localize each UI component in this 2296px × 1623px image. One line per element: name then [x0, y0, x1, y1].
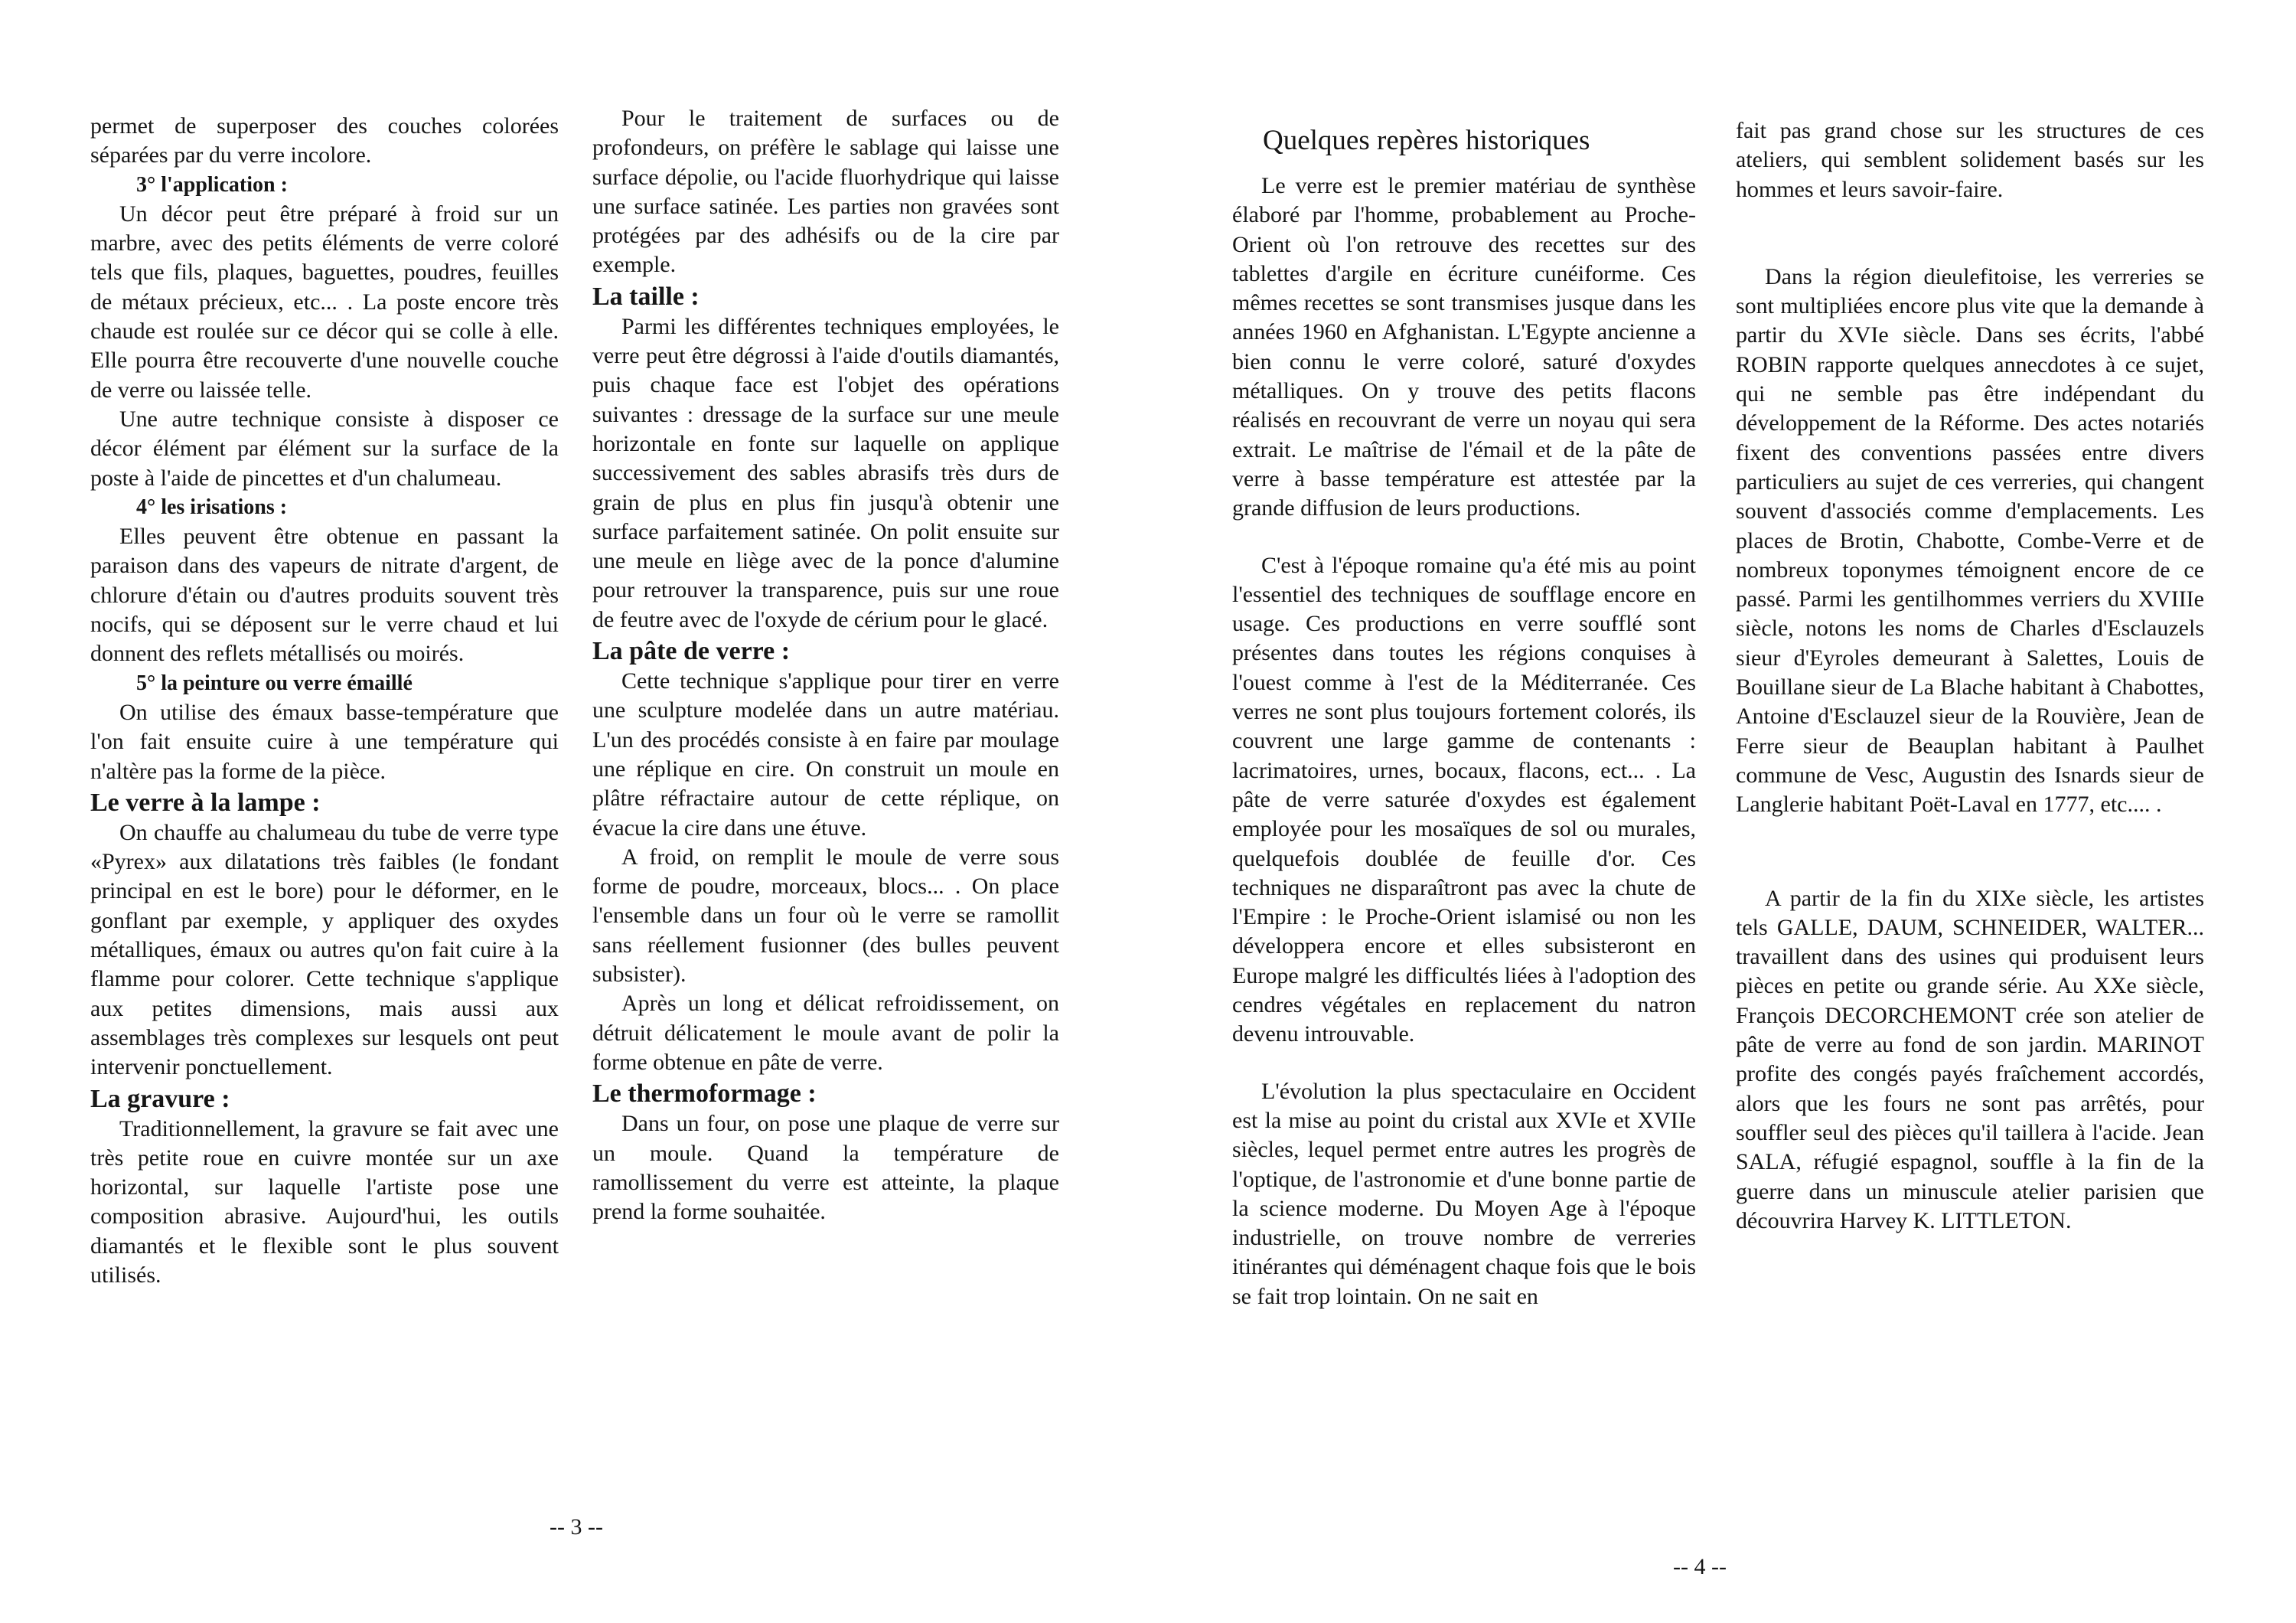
right-page — [1148, 0, 2296, 1623]
paragraph: C'est à l'époque romaine qu'a été mis au point l'essentiel des techniques de soufflage encore en usage. Ces productions en verre soufflé sont présentes dans toutes les régions conquises à l'ouest comme à l'est de la Méditerranée. Ces verres ne sont plus toujours fortement colorés, ils couvrent une large gamme de contenants : lacrimatoires, urnes, bocaux, flacons, ect... . La pâte de verre saturée d'oxydes est également employée pour les mosaïques de sol ou murales, quelquefois doublée de feuille d'or. Ces techniques ne disparaîtront pas avec la chute de l'Empire : le Proche-Orient islamisé ou non les développera encore et elles subsisteront en Europe malgré les difficultés liées à l'adoption des cendres végétales en replacement du natron devenu introuvable. — [1232, 552, 1696, 1047]
paragraph: Une autre technique consiste à disposer ce décor élément par élément sur la surface de la poste à l'aide de pincettes et d'un chalumeau. — [90, 406, 559, 491]
right-page-column-1 — [1232, 124, 1696, 1311]
subheading: 5° la peinture ou verre émaillé — [136, 671, 413, 695]
left-page-column-2 — [592, 104, 1059, 1226]
section-heading: La taille : — [592, 282, 700, 311]
paragraph: Parmi les différentes techniques employées, le verre peut être dégrossi à l'aide d'outils diamantés, puis chaque face est l'objet des opérations suivantes : dressage de la surface sur une meule horizontale en fonte sur laquelle on applique successivement des sables abrasifs très durs de grain de plus en plus fin jusqu'à obtenir une surface parfaitement satinée. On polit ensuite sur une meule en liège avec de la ponce d'alumine pour retrouver la transparence, puis sur une roue de feutre avec de l'oxyde de cérium pour le glacé. — [592, 313, 1059, 632]
paragraph: Cette technique s'applique pour tirer en verre une sculpture modelée dans un autre matériau. L'un des procédés consiste à en faire par moulage une réplique en cire. On construit un moule en plâtre réfractaire autour de cette réplique, on évacue la cire dans une étuve. — [592, 668, 1059, 841]
right-page-column-2 — [1736, 116, 2204, 1236]
paragraph: fait pas grand chose sur les structures de ces ateliers, qui semblent solidement basés sur les hommes et leurs savoir-faire. — [1736, 118, 2204, 202]
paragraph: On chauffe au chalumeau du tube de verre type «Pyrex» aux dilatations très faibles (le fondant principal en est le bore) pour le déformer, en le gonflant par exemple, y appliquer des oxydes métalliques, émaux ou autres qu'on fait cuire à la flamme pour colorer. Cette technique s'applique aux petites dimensions, mais aussi aux assemblages très complexes sur lesquels ont peut intervenir ponctuellement. — [90, 819, 559, 1080]
section-heading: Le thermoformage : — [592, 1079, 817, 1109]
paragraph: Pour le traitement de surfaces ou de profondeurs, on préfère le sablage qui laisse une surface dépolie, ou l'acide fluorhydrique qui laisse une surface satinée. Les parties non gravées sont protégées par des adhésifs ou de la cire par exemple. — [592, 106, 1059, 278]
paragraph: On utilise des émaux basse-température que l'on fait ensuite cuire à une température qui n'altère pas la forme de la pièce. — [90, 699, 559, 784]
page-number: -- 4 -- — [1673, 1554, 1727, 1579]
paragraph: Traditionnellement, la gravure se fait avec une très petite roue en cuivre montée sur un axe horizontal, sur laquelle l'artiste pose une composition abrasive. Aujourd'hui, les outils diamantés et le flexible sont le plus souvent utilisés. — [90, 1115, 559, 1288]
section-title: Quelques repères historiques — [1263, 125, 1590, 156]
paragraph: A froid, on remplit le moule de verre sous forme de poudre, morceaux, blocs... . On place l'ensemble dans un four où le verre se ramollit sans réellement fusionner (des bulles peuvent subsister). — [592, 844, 1059, 988]
page-number: -- 3 -- — [550, 1514, 603, 1540]
section-heading: La gravure : — [90, 1084, 230, 1113]
left-page-column-1 — [90, 112, 559, 1290]
subheading: 4° les irisations : — [136, 495, 288, 519]
section-heading: Le verre à la lampe : — [90, 788, 321, 817]
paragraph: Après un long et délicat refroidissement, on détruit délicatement le moule avant de polir la forme obtenue en pâte de verre. — [592, 991, 1059, 1075]
paragraph: permet de superposer des couches colorées séparées par du verre incolore. — [90, 113, 559, 168]
section-heading: La pâte de verre : — [592, 637, 791, 666]
paragraph: A partir de la fin du XIXe siècle, les artistes tels GALLE, DAUM, SCHNEIDER, WALTER... travaillent dans des usines qui produisent leurs pièces en petite ou grande série. Au XXe siècle, François DECORCHEMONT crée son atelier de pâte de verre au fond de son jardin. MARINOT profite des congés payés fraîchement accordés, alors que les fours ne sont pas arrêtés, pour souffler seul des pièces qu'il taillera à l'acide. Jean SALA, réfugié espagnol, souffle à la fin de la guerre dans un minuscule atelier parisien que découvrira Harvey K. LITTLETON. — [1736, 885, 2204, 1233]
paragraph: Elles peuvent être obtenue en passant la paraison dans des vapeurs de nitrate d'argent, de chlorure d'étain ou d'autres produits souvent très nocifs, qui se déposent sur le verre chaud et lui donnent des reflets métallisés ou moirés. — [90, 524, 559, 667]
paragraph: Dans un four, on pose une plaque de verre sur un moule. Quand la température de ramollissement du verre est atteinte, la plaque prend la forme souhaitée. — [592, 1111, 1059, 1225]
subheading: 3° l'application : — [136, 172, 288, 197]
paragraph: Un décor peut être préparé à froid sur un marbre, avec des petits éléments de verre coloré tels que fils, plaques, baguettes, poudres, feuilles de métaux précieux, etc... . La poste encore très chaude est roulée sur ce décor qui se colle à elle. Elle pourra être recouverte d'une nouvelle couche de verre ou laissée telle. — [90, 201, 559, 403]
paragraph: Le verre est le premier matériau de synthèse élaboré par l'homme, probablement au Proche-Orient où l'on retrouve des recettes sur des tablettes d'argile en écriture cunéiforme. Ces mêmes recettes se sont transmises jusque dans les années 1960 en Afghanistan. L'Egypte ancienne a bien connu le verre coloré, saturé d'oxydes métalliques. On y trouve des petits flacons réalisés en recouvrant de verre un noyau qui sera extrait. Le maîtrise de l'émail et de la pâte de verre à basse température est attestée par la grande diffusion de leurs productions. — [1232, 173, 1696, 521]
paragraph: Dans la région dieulefitoise, les verreries se sont multipliées encore plus vite que la demande à partir du XVIe siècle. Dans ses écrits, l'abbé ROBIN rapporte quelques annecdotes à ce sujet, qui ne semble pas être indépendant du développement de la Réforme. Des actes notariés fixent des conventions passées entre divers particuliers au sujet de ces verreries, qui changent souvent d'associés comme d'emplacements. Les places de Brotin, Chabotte, Combe-Verre et de nombreux toponymes témoignent encore de ce passé. Parmi les gentilhommes verriers du XVIIIe siècle, notons les noms de Charles d'Esclauzels sieur d'Eyroles demeurant à Salettes, Louis de Bouillane sieur de La Blache habitant à Chabottes, Antoine d'Esclauzel sieur de la Rouvière, Jean de Ferre sieur de Beauplan habitant à Paulhet commune de Vesc, Augustin des Isnards sieur de Langlerie habitant Poët-Laval en 1777, etc.... . — [1736, 263, 2204, 818]
paragraph: L'évolution la plus spectaculaire en Occident est la mise au point du cristal aux XVIe et XVIIe siècles, lequel permet entre autres les progrès de l'optique, de l'astronomie et d'une bonne partie de la science moderne. Du Moyen Age à l'époque industrielle, on trouve nombre de verreries itinérantes qui déménagent chaque fois que le bois se fait trop lointain. On ne sait en — [1232, 1078, 1696, 1309]
